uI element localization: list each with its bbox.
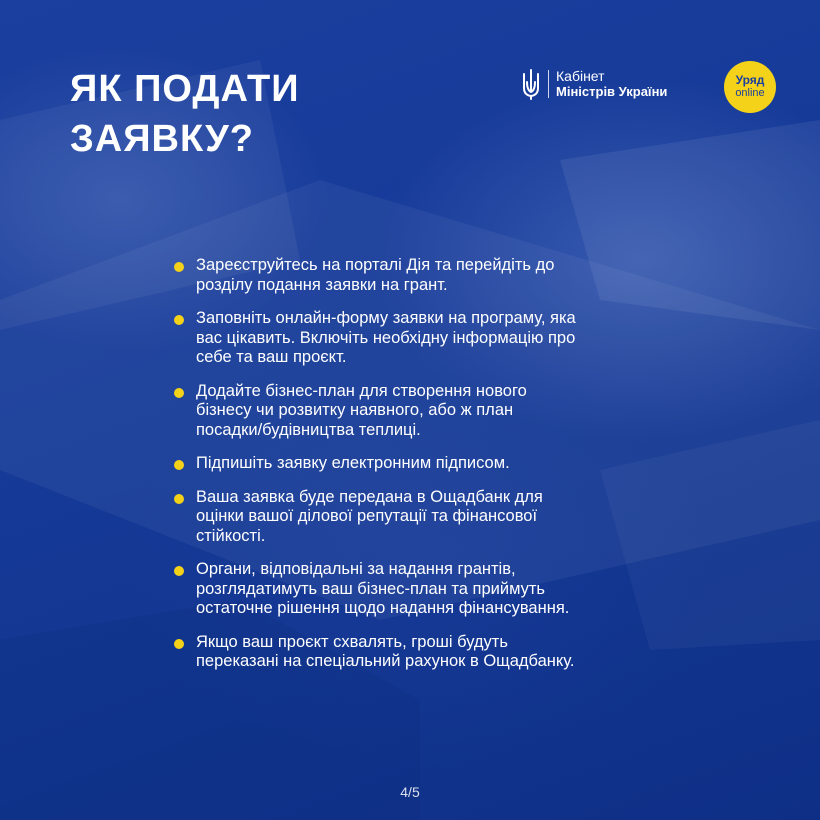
- step-text: Зареєструйтесь на порталі Дія та перейдіть до розділу подання заявки на грант.: [196, 256, 555, 294]
- page-title: ЯК ПОДАТИ ЗАЯВКУ?: [70, 68, 300, 160]
- bullet-dot: [174, 460, 184, 470]
- trident-icon: [520, 68, 542, 100]
- logo-divider: [548, 70, 549, 98]
- uryad-badge-line2: online: [735, 87, 765, 99]
- uryad-online-badge: [724, 61, 776, 113]
- list-item: [174, 560, 674, 619]
- list-item: [174, 256, 674, 295]
- list-item: [174, 454, 674, 474]
- bullet-dot: [174, 566, 184, 576]
- page-indicator: 4/5: [400, 784, 420, 800]
- bullet-dot: [174, 494, 184, 504]
- bullet-dot: [174, 639, 184, 649]
- step-text: Підпишіть заявку електронним підписом.: [196, 454, 510, 472]
- steps-list: [174, 256, 674, 686]
- list-item: [174, 488, 674, 547]
- bullet-dot: [174, 262, 184, 272]
- bullet-dot: [174, 315, 184, 325]
- step-text: Ваша заявка буде передана в Ощадбанк для оцінки вашої ділової репутації та фінансової стійкості.: [196, 487, 543, 545]
- cabinet-name: [556, 68, 667, 100]
- list-item: [174, 382, 674, 441]
- step-text: Якщо ваш проєкт схвалять, гроші будуть переказані на спеціальний рахунок в Ощадбанку.: [196, 632, 575, 670]
- uryad-badge-line1: Уряд: [735, 73, 765, 87]
- list-item: [174, 633, 674, 672]
- step-text: Органи, відповідальні за надання грантів, розглядатимуть ваш бізнес-план та приймуть остаточне рішення щодо надання фінансування.: [196, 560, 570, 617]
- list-item: [174, 309, 674, 368]
- bullet-dot: [174, 388, 184, 398]
- cabinet-name-line2: Міністрів України: [556, 84, 668, 99]
- cabinet-logo: [520, 68, 667, 100]
- step-text: Додайте бізнес-план для створення нового бізнесу чи розвитку наявного, або ж план посадки/будівництва теплиці.: [196, 381, 527, 439]
- cabinet-name-line1: Кабінет: [556, 68, 605, 84]
- step-text: Заповніть онлайн-форму заявки на програму, яка вас цікавить. Включіть необхідну інформацію про себе та ваш проєкт.: [196, 309, 576, 366]
